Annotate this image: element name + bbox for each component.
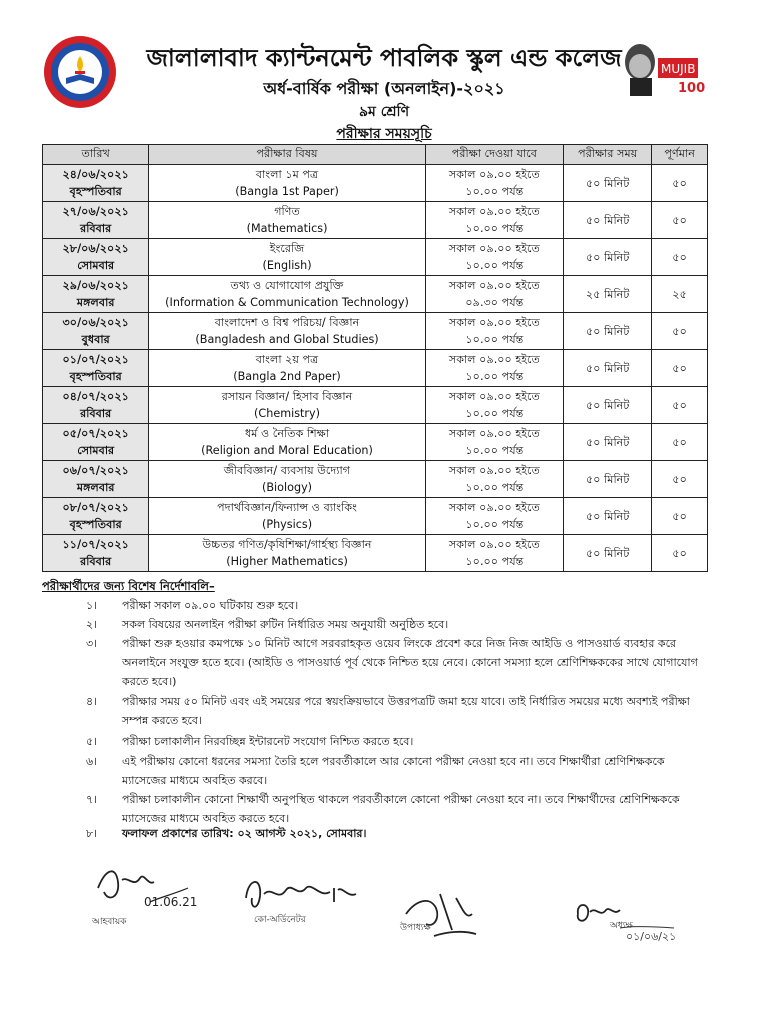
row-duration: ৫০ মিনিট [585,176,630,190]
row-subject-bn: উচ্চতর গণিত/কৃষিশিক্ষা/গার্হস্থ্য বিজ্ঞান [202,538,372,551]
instruction-text: পরীক্ষা শুরু হওয়ার কমপক্ষে ১০ মিনিট আগে সরবরাহকৃত ওয়েব লিংকে প্রবেশ করে নিজ নিজ আইডি ও পাসওয়ার্ড ব্যবহার করে অনলাইনে সংযুক্ত হতে হবে। (আইডি ও পাসওয়ার্ড পূর্ব থেকে নিশ্চিত হয়ে নেবে। কোনো সমস্যা হলে শ্রেণিশিক্ষককের সাথে যোগাযোগ করতে হবে।) [122,637,698,688]
svg-text:100: 100 [678,81,706,96]
row-marks: ৫০ [672,176,687,190]
instruction-number: ৭। [86,793,98,806]
date-cell [43,498,149,535]
table-header-row [43,145,708,165]
table-row [43,461,708,498]
marks-cell [652,202,708,239]
duration-cell [564,165,652,202]
row-date: ২৭/০৬/২০২১ [62,205,129,218]
instruction-number: ৪। [86,695,98,708]
row-time-start: সকাল ০৯.০০ হইতে [448,353,540,366]
duration-cell [564,202,652,239]
row-subject-bn: জীববিজ্ঞান/ ব্যবসায় উদ্যোগ [223,464,351,477]
row-day: সোমবার [77,259,115,272]
subject-cell [149,276,425,313]
subject-cell [149,239,425,276]
exam-time-cell [425,461,563,498]
instruction-number: ২। [86,618,98,631]
row-marks: ৫০ [672,546,687,560]
row-day: বৃহস্পতিবার [69,518,122,531]
marks-cell [652,313,708,350]
row-time-end: ১০.০০ পর্যন্ত [465,222,524,235]
instruction-number: ৩। [86,637,98,650]
row-subject-en: (Bangla 2nd Paper) [233,370,341,383]
row-marks: ৫০ [672,361,687,375]
exam-time-cell [425,350,563,387]
row-date: ২৪/০৬/২০২১ [62,168,129,181]
subject-cell [149,535,425,572]
row-subject-bn: ইংরেজি [269,242,305,255]
exam-schedule-table [42,144,708,572]
row-subject-en: (Religion and Moral Education) [201,444,373,457]
date-cell [43,461,149,498]
exam-time-cell [425,239,563,276]
row-duration: ৫০ মিনিট [585,546,630,560]
row-marks: ৫০ [672,509,687,523]
table-row [43,276,708,313]
svg-text:০১/০৬/২১: ০১/০৬/২১ [626,930,677,943]
row-day: বুধবার [81,333,110,346]
duration-cell [564,239,652,276]
row-subject-en: (Chemistry) [254,407,321,420]
row-subject-en: (Physics) [261,518,313,531]
exam-time-cell [425,535,563,572]
duration-cell [564,424,652,461]
header-full-marks: পূর্ণমান [652,145,708,165]
signature-label-principal: অধ্যক্ষ [610,921,633,931]
exam-name: অর্ধ-বার্ষিক পরীক্ষা (অনলাইন)-২০২১ [263,79,505,98]
subject-cell [149,202,425,239]
marks-cell [652,350,708,387]
row-time-start: সকাল ০৯.০০ হইতে [448,464,540,477]
date-cell [43,350,149,387]
row-date: ০১/০৭/২০২১ [62,353,129,366]
row-duration: ৫০ মিনিট [585,435,630,449]
row-duration: ২৫ মিনিট [585,287,630,301]
instruction-text: ফলাফল প্রকাশের তারিখ: ০২ আগস্ট ২০২১, সোমবার। [122,827,367,840]
date-cell [43,313,149,350]
table-row [43,313,708,350]
row-subject-bn: বাংলা ২য় পত্র [255,353,319,366]
row-date: ০৬/০৭/২০২১ [62,464,129,477]
exam-time-cell [425,276,563,313]
marks-cell [652,498,708,535]
row-subject-en: (Higher Mathematics) [226,555,348,568]
row-day: বৃহস্পতিবার [69,370,122,383]
marks-cell [652,387,708,424]
row-subject-en: (English) [262,259,312,272]
schedule-title: পরীক্ষার সময়সূচি [336,126,432,142]
marks-cell [652,461,708,498]
row-time-start: সকাল ০৯.০০ হইতে [448,538,540,551]
row-duration: ৫০ মিনিট [585,324,630,338]
row-duration: ৫০ মিনিট [585,509,630,523]
row-time-end: ১০.০০ পর্যন্ত [465,444,524,457]
table-row [43,165,708,202]
signature-label-vice-principal: উপাধ্যক্ষ [400,923,431,933]
instruction-number: ১। [86,599,98,612]
marks-cell [652,276,708,313]
exam-time-cell [425,498,563,535]
row-day: রবিবার [80,407,112,420]
row-time-start: সকাল ০৯.০০ হইতে [448,205,540,218]
subject-cell [149,424,425,461]
header-duration: পরীক্ষার সময় [564,145,652,165]
row-time-end: ১০.০০ পর্যন্ত [465,333,524,346]
date-cell [43,202,149,239]
date-cell [43,387,149,424]
row-subject-bn: বাংলাদেশ ও বিশ্ব পরিচয়/ বিজ্ঞান [214,316,360,329]
signature-convener [88,858,228,918]
table-row [43,202,708,239]
duration-cell [564,276,652,313]
instruction-number: ৬। [86,755,98,768]
row-date: ১১/০৭/২০২১ [62,538,129,551]
signature-vice-principal [396,884,506,948]
exam-time-cell [425,202,563,239]
duration-cell [564,498,652,535]
instruction-text: পরীক্ষা চলাকালীন নিরবচ্ছিন্ন ইন্টারনেট সংযোগ নিশ্চিত করতে হবে। [122,735,414,748]
date-cell [43,165,149,202]
row-time-start: সকাল ০৯.০০ হইতে [448,242,540,255]
row-date: ৩০/০৬/২০২১ [62,316,129,329]
row-marks: ৫০ [672,435,687,449]
row-time-start: সকাল ০৯.০০ হইতে [448,427,540,440]
row-marks: ৫০ [672,398,687,412]
row-subject-en: (Mathematics) [246,222,328,235]
marks-cell [652,239,708,276]
row-day: সোমবার [77,444,115,457]
row-day: বৃহস্পতিবার [69,185,122,198]
row-subject-bn: রসায়ন বিজ্ঞান/ হিসাব বিজ্ঞান [221,390,353,403]
subject-cell [149,313,425,350]
subject-cell [149,461,425,498]
marks-cell [652,424,708,461]
table-row [43,535,708,572]
row-subject-en: (Bangladesh and Global Studies) [195,333,379,346]
subject-cell [149,350,425,387]
school-name: জালালাবাদ ক্যান্টনমেন্ট পাবলিক স্কুল এন্ড কলেজ [146,44,622,72]
row-duration: ৫০ মিনিট [585,361,630,375]
date-cell [43,276,149,313]
row-duration: ৫০ মিনিট [585,213,630,227]
duration-cell [564,313,652,350]
row-marks: ৫০ [672,213,687,227]
subject-cell [149,498,425,535]
exam-time-cell [425,165,563,202]
instruction-number: ৮। [86,827,98,840]
table-row [43,350,708,387]
duration-cell [564,350,652,387]
row-date: ০৪/০৭/২০২১ [62,390,129,403]
row-day: মঙ্গলবার [76,481,115,494]
table-row [43,498,708,535]
row-subject-bn: তথ্য ও যোগাযোগ প্রযুক্তি [230,279,344,292]
marks-cell [652,535,708,572]
marks-cell [652,165,708,202]
subject-cell [149,387,425,424]
row-time-start: সকাল ০৯.০০ হইতে [448,390,540,403]
instruction-text: এই পরীক্ষায় কোনো ধরনের সমস্যা তৈরি হলে পরবর্তীকালে আর কোনো পরীক্ষা নেওয়া হবে না। তবে শিক্ষার্থীরা শ্রেণিশিক্ষককে ম্যাসেজের মাধ্যমে অবহিত করবে। [122,755,665,787]
instruction-text: সকল বিষয়ের অনলাইন পরীক্ষা রুটিন নির্ধারিত সময় অনুযায়ী অনুষ্ঠিত হবে। [122,618,449,631]
class-name: ৯ম শ্রেণি [358,104,410,120]
svg-text:MUJIB: MUJIB [661,62,696,76]
exam-time-cell [425,424,563,461]
row-subject-en: (Biology) [262,481,313,494]
duration-cell [564,461,652,498]
exam-time-cell [425,387,563,424]
date-cell [43,424,149,461]
row-duration: ৫০ মিনিট [585,250,630,264]
date-cell [43,535,149,572]
row-time-start: সকাল ০৯.০০ হইতে [448,168,540,181]
signature-label-convener: আহবায়ক [92,917,127,927]
row-duration: ৫০ মিনিট [585,398,630,412]
row-time-end: ১০.০০ পর্যন্ত [465,481,524,494]
row-marks: ৫০ [672,472,687,486]
row-day: রবিবার [80,555,112,568]
instruction-text: পরীক্ষা সকাল ০৯.০০ ঘটিকায় শুরু হবে। [122,599,299,612]
row-subject-bn: পদার্থবিজ্ঞান/ফিন্যান্স ও ব্যাংকিং [217,501,357,514]
row-time-end: ১০.০০ পর্যন্ত [465,185,524,198]
table-row [43,239,708,276]
signature-label-coordinator: কো-অর্ডিনেটর [254,915,306,925]
row-subject-en: (Information & Communication Technology) [165,296,409,309]
instruction-text: পরীক্ষার সময় ৫০ মিনিট এবং এই সময়ের পরে স্বয়ংক্রিয়ভাবে উত্তরপত্রটি জমা হয়ে যাবে। তাই নির্ধারিত সময়ের মধ্যে অবশ্যই পরীক্ষা সম্পন্ন করতে হবে। [122,695,690,727]
svg-text:01.06.21: 01.06.21 [144,895,198,909]
row-date: ২৮/০৬/২০২১ [62,242,129,255]
header-subject: পরীক্ষার বিষয় [149,145,425,165]
row-date: ২৯/০৬/২০২১ [62,279,129,292]
row-subject-bn: বাংলা ১ম পত্র [255,168,319,181]
header-exam-time: পরীক্ষা দেওয়া যাবে [425,145,563,165]
row-time-start: সকাল ০৯.০০ হইতে [448,279,540,292]
duration-cell [564,387,652,424]
row-marks: ৫০ [672,250,687,264]
instruction-number: ৫। [86,735,98,748]
table-row [43,424,708,461]
instruction-text: পরীক্ষা চলাকালীন কোনো শিক্ষার্থী অনুপস্থিত থাকলে পরবর্তীকালে কোনো পরীক্ষা নেওয়া হবে না। তবে শিক্ষার্থীদের শ্রেণিশিক্ষককে ম্যাসেজের মাধ্যমে অবহিত করতে হবে। [122,793,680,825]
row-duration: ৫০ মিনিট [585,472,630,486]
row-marks: ২৫ [672,287,687,301]
row-subject-en: (Bangla 1st Paper) [235,185,339,198]
row-day: মঙ্গলবার [76,296,115,309]
date-cell [43,239,149,276]
row-time-end: ১০.০০ পর্যন্ত [465,370,524,383]
duration-cell [564,535,652,572]
instructions-title: পরীক্ষার্থীদের জন্য বিশেষ নির্দেশাবলি– [42,579,215,593]
exam-time-cell [425,313,563,350]
subject-cell [149,165,425,202]
header-date: তারিখ [43,145,149,165]
row-time-end: ০৯.৩০ পর্যন্ত [465,296,524,309]
row-time-end: ১০.০০ পর্যন্ত [465,518,524,531]
row-time-end: ১০.০০ পর্যন্ত [465,259,524,272]
row-subject-bn: ধর্ম ও নৈতিক শিক্ষা [244,427,330,440]
table-row [43,387,708,424]
row-time-start: সকাল ০৯.০০ হইতে [448,316,540,329]
row-subject-bn: গণিত [274,205,300,218]
row-time-end: ১০.০০ পর্যন্ত [465,555,524,568]
row-day: রবিবার [80,222,112,235]
row-date: ০৫/০৭/২০২১ [62,427,129,440]
row-time-start: সকাল ০৯.০০ হইতে [448,501,540,514]
row-marks: ৫০ [672,324,687,338]
row-date: ০৮/০৭/২০২১ [62,501,129,514]
row-time-end: ১০.০০ পর্যন্ত [465,407,524,420]
